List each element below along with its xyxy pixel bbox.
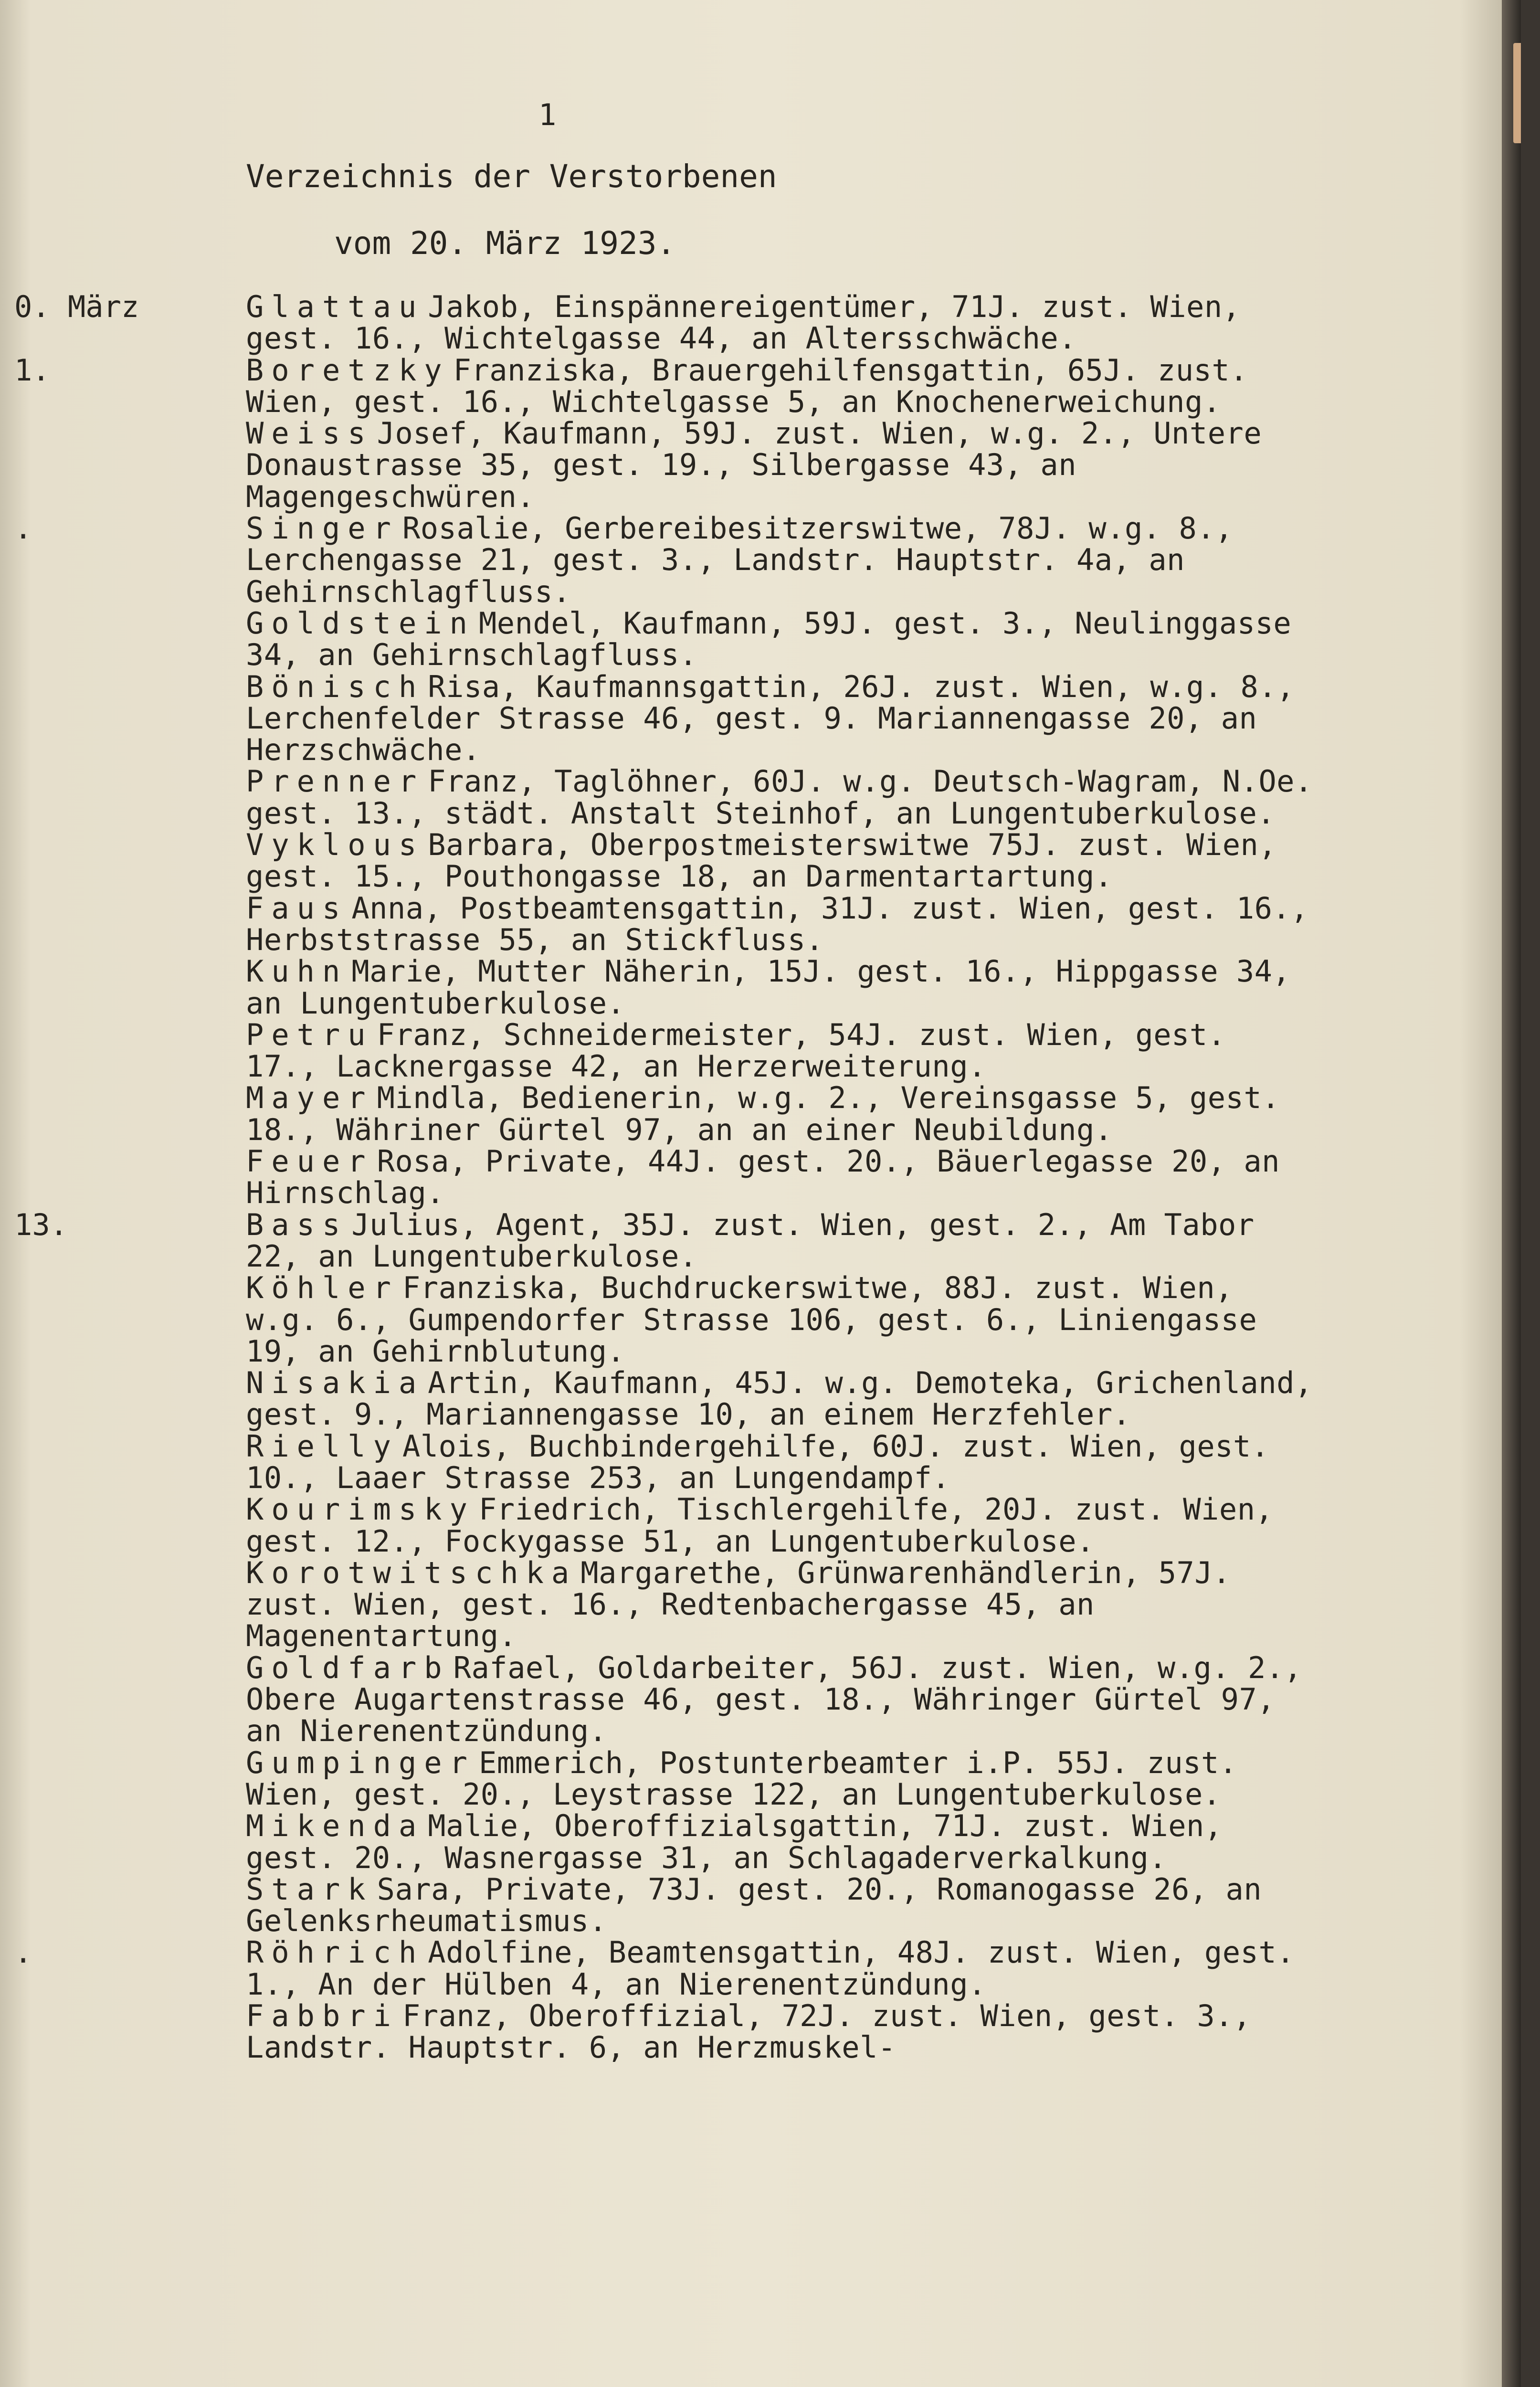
entry-details: Franz, Taglöhner, 60J. w.g. Deutsch-Wagram, N.Oe. gest. 13., städt. Anstalt Steinhof, an Lungentuberkulose. — [246, 764, 1313, 831]
entry-text — [246, 829, 1315, 893]
entry-text — [246, 890, 1315, 957]
entry-text — [246, 1428, 1315, 1495]
entry-surname: Prenner — [246, 764, 424, 799]
entry-details: Julius, Agent, 35J. zust. Wien, gest. 2., Am Tabor 22, an Lungentuberkulose. — [246, 1207, 1255, 1274]
entry-surname: Köhler — [246, 1270, 399, 1306]
entry-details: Adolfine, Beamtensgattin, 48J. zust. Wien, gest. 1., An der Hülben 4, an Nierenentzündung. — [246, 1935, 1295, 2002]
entry-surname: Röhrich — [246, 1935, 424, 1970]
entry-details: Barbara, Oberpostmeisterswitwe 75J. zust. Wien, gest. 15., Pouthongasse 18, an Darmentartartung. — [246, 827, 1277, 894]
entry-text — [246, 291, 1315, 355]
list-item — [0, 291, 1521, 355]
list-item — [0, 1146, 1521, 1209]
entry-surname: Korotwitschka — [246, 1555, 577, 1590]
list-item — [0, 956, 1521, 1019]
entry-details: Franziska, Buchdruckerswitwe, 88J. zust. Wien, w.g. 6., Gumpendorfer Strasse 106, gest. 6., Liniengasse 19, an Gehirnblutung. — [246, 1270, 1257, 1369]
entry-date: 13. — [14, 1207, 68, 1242]
entry-text — [246, 1652, 1315, 1747]
entry-surname: Bass — [246, 1207, 348, 1242]
list-item — [0, 1747, 1521, 1811]
list-item — [0, 1937, 1521, 2000]
entry-details: Sara, Private, 73J. gest. 20., Romanogasse 26, an Gelenksrheumatismus. — [246, 1871, 1262, 1939]
list-item — [0, 1494, 1521, 1557]
entry-surname: Bönisch — [246, 669, 424, 704]
entry-details: Mindla, Bedienerin, w.g. 2., Vereinsgasse 5, gest. 18., Währiner Gürtel 97, an an einer Neubildung. — [246, 1080, 1280, 1147]
entry-surname: Goldstein — [246, 605, 475, 641]
entry-details: Franziska, Brauergehilfensgattin, 65J. zust. Wien, gest. 16., Wichtelgasse 5, an Knochenerweichung. — [246, 352, 1248, 419]
entry-surname: Weiss — [246, 416, 373, 451]
list-item — [0, 829, 1521, 893]
entry-date: 1. — [14, 352, 50, 388]
list-item — [0, 1871, 1521, 1939]
entry-text — [246, 605, 1315, 673]
entry-details: Friedrich, Tischlergehilfe, 20J. zust. Wien, gest. 12., Fockygasse 51, an Lungentuberkulose. — [246, 1492, 1274, 1559]
entry-surname: Faus — [246, 890, 348, 926]
list-item — [0, 418, 1521, 513]
entry-details: Franz, Schneidermeister, 54J. zust. Wien, gest. 17., Lacknergasse 42, an Herzerweiterung. — [246, 1017, 1226, 1084]
entry-text — [246, 513, 1315, 608]
list-item — [0, 671, 1521, 766]
entry-surname: Glattau — [246, 289, 424, 324]
entry-text — [246, 1810, 1315, 1874]
document-subheading: vom 20. März 1923. — [334, 225, 676, 262]
entry-surname: Fabbri — [246, 1998, 399, 2034]
entry-surname: Feuer — [246, 1144, 373, 1179]
entry-details: Josef, Kaufmann, 59J. zust. Wien, w.g. 2., Untere Donaustrasse 35, gest. 19., Silbergasse 43, an Magengeschwüren. — [246, 416, 1262, 514]
list-item — [0, 513, 1521, 608]
list-item — [0, 890, 1521, 957]
entry-details: Malie, Oberoffizialsgattin, 71J. zust. Wien, gest. 20., Wasnergasse 31, an Schlagaderverkalkung. — [246, 1808, 1223, 1875]
entry-text — [246, 1937, 1315, 2000]
list-item — [0, 1082, 1521, 1146]
entry-surname: Boretzky — [246, 352, 450, 388]
list-item — [0, 2000, 1521, 2064]
entry-date: . — [14, 1935, 32, 1970]
document-heading: Verzeichnis der Verstorbenen — [246, 158, 777, 195]
entry-details: Rosalie, Gerbereibesitzerswitwe, 78J. w.g. 8., Lerchengasse 21, gest. 3., Landstr. Hauptstr. 4a, an Gehirnschlagfluss. — [246, 511, 1234, 609]
list-item — [0, 1019, 1521, 1083]
entry-details: Emmerich, Postunterbeamter i.P. 55J. zust. Wien, gest. 20., Leystrasse 122, an Lungentuberkulose. — [246, 1745, 1237, 1812]
list-item — [0, 1557, 1521, 1652]
entry-text — [246, 1557, 1315, 1652]
entry-surname: Mayer — [246, 1080, 373, 1116]
entry-text — [246, 1367, 1315, 1431]
entry-details: Artin, Kaufmann, 45J. w.g. Demoteka, Grichenland, gest. 9., Mariannengasse 10, an einem Herzfehler. — [246, 1365, 1313, 1432]
entry-surname: Stark — [246, 1871, 373, 1907]
entry-details: Rafael, Goldarbeiter, 56J. zust. Wien, w.g. 2., Obere Augartenstrasse 46, gest. 18., Währinger Gürtel 97, an Nierenentzündung. — [246, 1650, 1302, 1749]
entry-surname: Kourimsky — [246, 1492, 475, 1527]
list-item — [0, 605, 1521, 673]
entry-text — [246, 1082, 1315, 1146]
entry-text — [246, 1146, 1315, 1209]
list-item — [0, 766, 1521, 829]
entry-surname: Nisakia — [246, 1365, 424, 1401]
list-item — [0, 1209, 1521, 1273]
entry-text — [246, 1747, 1315, 1811]
list-item — [0, 352, 1521, 419]
page-number: 1 — [538, 97, 557, 132]
entry-surname: Rielly — [246, 1428, 399, 1464]
entry-text — [246, 671, 1315, 766]
entry-details: Alois, Buchbindergehilfe, 60J. zust. Wien, gest. 10., Laaer Strasse 253, an Lungendampf. — [246, 1428, 1269, 1495]
entry-text — [246, 766, 1315, 829]
entry-text — [246, 956, 1315, 1019]
entry-details: Jakob, Einspännereigentümer, 71J. zust. Wien, gest. 16., Wichtelgasse 44, an Altersschwäche. — [246, 289, 1241, 356]
entry-text — [246, 1272, 1315, 1367]
entry-text — [246, 1019, 1315, 1083]
entry-details: Rosa, Private, 44J. gest. 20., Bäuerlegasse 20, an Hirnschlag. — [246, 1144, 1280, 1211]
tape-strip — [1513, 43, 1521, 143]
entry-surname: Mikenda — [246, 1808, 424, 1844]
list-item — [0, 1810, 1521, 1874]
list-item — [0, 1652, 1521, 1747]
entry-text — [246, 352, 1315, 419]
entry-list — [0, 291, 1521, 2064]
entry-details: Marie, Mutter Näherin, 15J. gest. 16., Hippgasse 34, an Lungentuberkulose. — [246, 954, 1291, 1021]
entry-date: 0. März — [14, 289, 139, 324]
entry-text — [246, 2000, 1315, 2064]
entry-details: Mendel, Kaufmann, 59J. gest. 3., Neulinggasse 34, an Gehirnschlagfluss. — [246, 605, 1292, 673]
entry-details: Margarethe, Grünwarenhändlerin, 57J. zust. Wien, gest. 16., Redtenbachergasse 45, an Magenentartung. — [246, 1555, 1231, 1654]
entry-text — [246, 1494, 1315, 1557]
list-item — [0, 1428, 1521, 1495]
entry-surname: Vyklous — [246, 827, 424, 863]
entry-surname: Petru — [246, 1017, 373, 1052]
entry-text — [246, 1871, 1315, 1939]
entry-date: . — [14, 511, 32, 546]
entry-details: Risa, Kaufmannsgattin, 26J. zust. Wien, w.g. 8., Lerchenfelder Strasse 46, gest. 9. Mariannengasse 20, an Herzschwäche. — [246, 669, 1295, 768]
entry-details: Anna, Postbeamtensgattin, 31J. zust. Wien, gest. 16., Herbststrasse 55, an Stickfluss. — [246, 890, 1309, 957]
list-item — [0, 1367, 1521, 1431]
entry-details: Franz, Oberoffizial, 72J. zust. Wien, gest. 3., Landstr. Hauptstr. 6, an Herzmuskel- — [246, 1998, 1251, 2065]
list-item — [0, 1272, 1521, 1367]
entry-text — [246, 418, 1315, 513]
entry-text — [246, 1209, 1315, 1273]
entry-surname: Gumpinger — [246, 1745, 475, 1780]
entry-surname: Goldfarb — [246, 1650, 450, 1685]
entry-surname: Singer — [246, 511, 399, 546]
entry-surname: Kuhn — [246, 954, 348, 989]
